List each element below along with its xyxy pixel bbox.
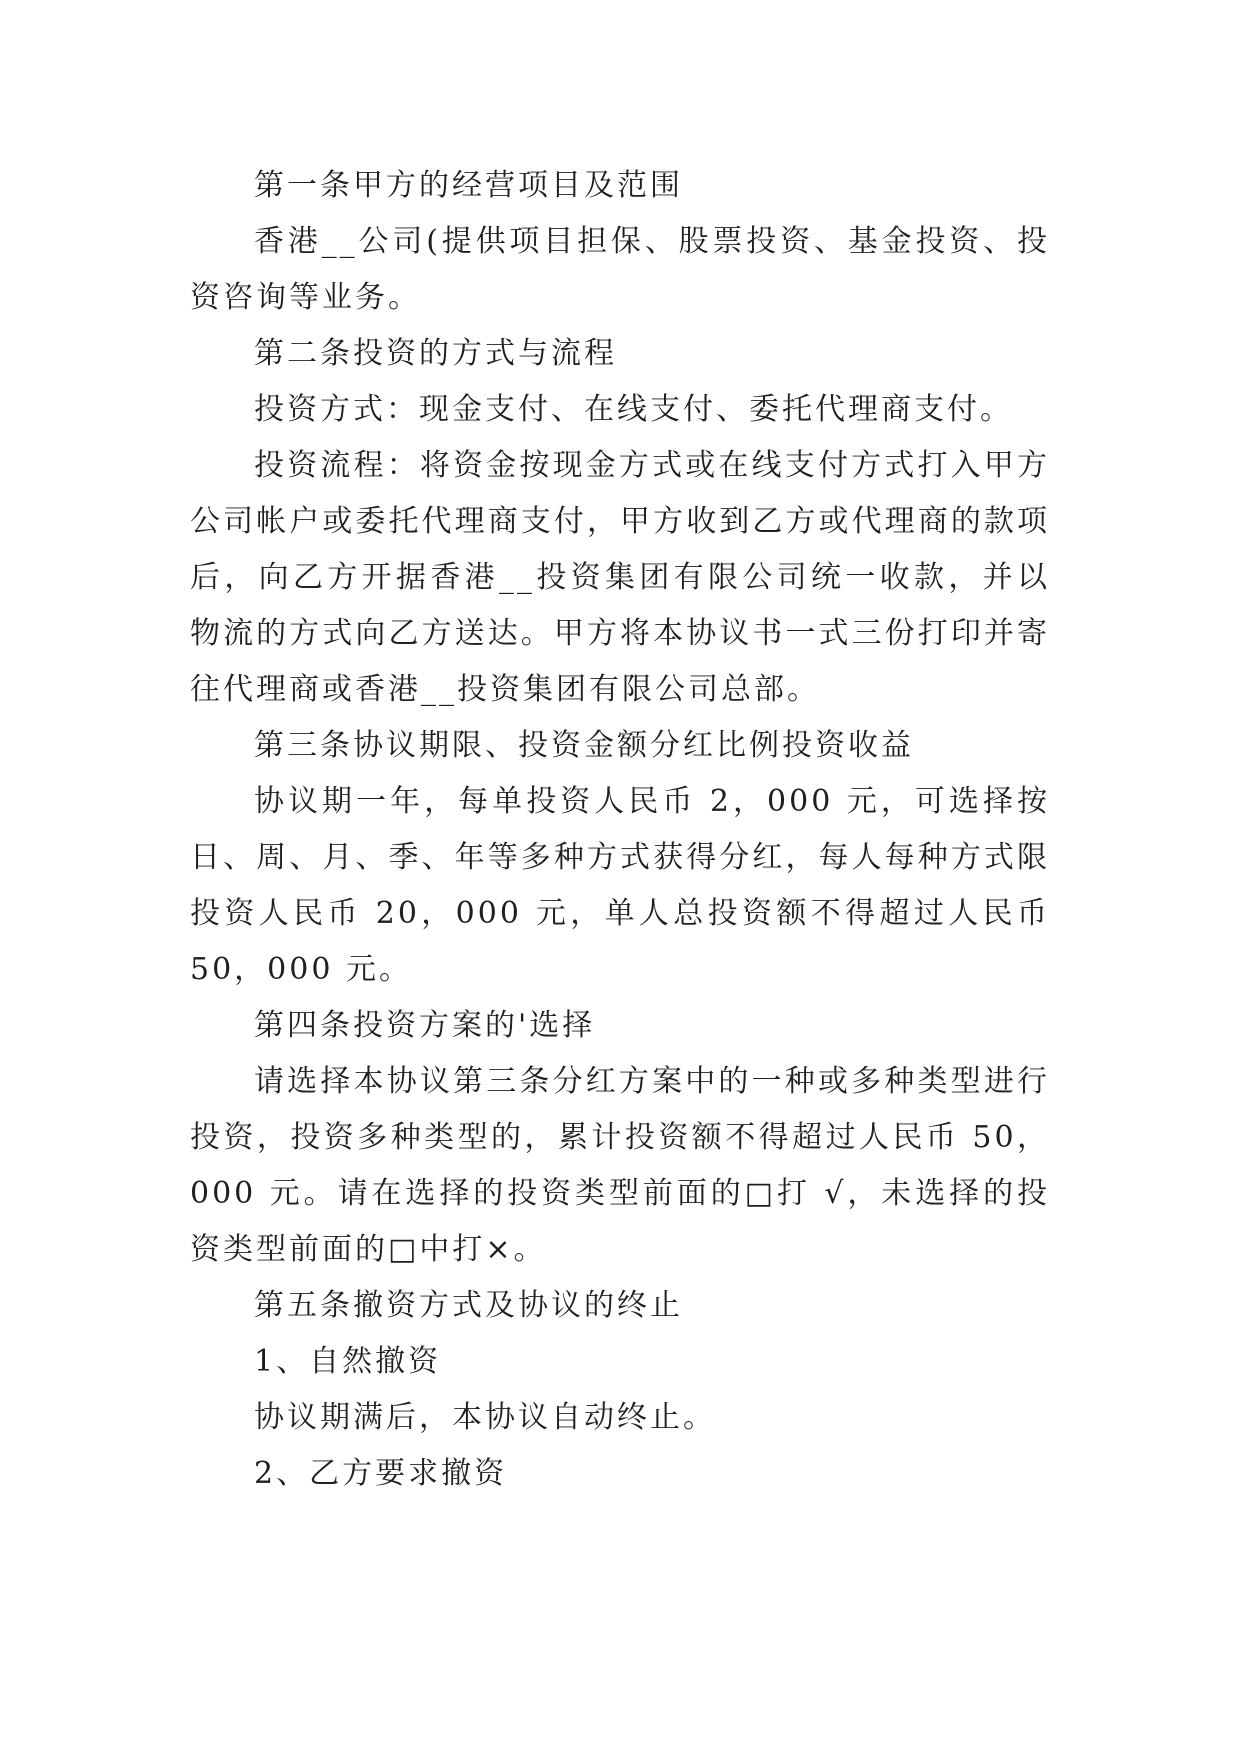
investment-process-text: 投资流程：将资金按现金方式或在线支付方式打入甲方公司帐户或委托代理商支付，甲方收到乙方或代理商的款项后，向乙方开据香港__投资集团有限公司统一收款，并以物流的方式向乙方送达。甲方将本协议书一式三份打印并寄往代理商或香港__投资集团有限公司总部。 — [190, 448, 1050, 707]
party-b-withdrawal-heading: 2、乙方要求撤资 — [254, 1456, 508, 1491]
document-body — [190, 158, 1050, 1502]
article-1-heading: 第一条甲方的经营项目及范围 — [254, 168, 683, 203]
article-2-heading: 第二条投资的方式与流程 — [254, 336, 617, 371]
natural-withdrawal-text: 协议期满后，本协议自动终止。 — [254, 1400, 716, 1435]
article-3-heading: 第三条协议期限、投资金额分红比例投资收益 — [254, 728, 914, 763]
article-1-text: 香港__公司(提供项目担保、股票投资、基金投资、投资咨询等业务。 — [190, 224, 1050, 315]
article-3-text: 协议期一年，每单投资人民币 2，000 元，可选择按日、周、月、季、年等多种方式获得分红，每人每种方式限投资人民币 20，000 元，单人总投资额不得超过人民币 50，000 元。 — [190, 784, 1050, 987]
article-5-heading: 第五条撤资方式及协议的终止 — [254, 1288, 683, 1323]
article-4-text: 请选择本协议第三条分红方案中的一种或多种类型进行投资，投资多种类型的，累计投资额不得超过人民币 50，000 元。请在选择的投资类型前面的□打 √，未选择的投资类型前面的□中打×。 — [190, 1064, 1050, 1267]
natural-withdrawal-heading: 1、自然撤资 — [254, 1344, 442, 1379]
investment-method-text: 投资方式：现金支付、在线支付、委托代理商支付。 — [254, 392, 1013, 427]
article-4-heading: 第四条投资方案的'选择 — [254, 1008, 596, 1043]
